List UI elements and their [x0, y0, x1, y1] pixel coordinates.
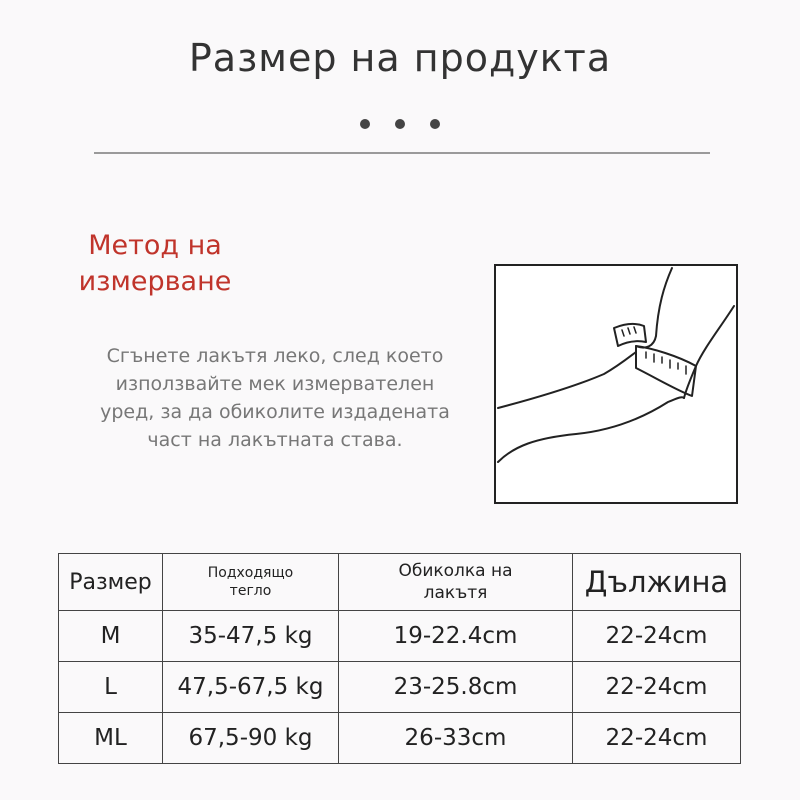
- description-line: уред, за да обиколите издадената: [100, 401, 450, 423]
- dot-icon: [395, 119, 405, 129]
- table-row: [59, 713, 741, 764]
- cell-weight: 35-47,5 kg: [163, 611, 339, 662]
- header-length: Дължина: [573, 554, 741, 611]
- cell-size: L: [59, 662, 163, 713]
- description-line: Сгънете лакътя леко, след което: [106, 345, 444, 367]
- elbow-measuring-tape-icon: [496, 266, 736, 502]
- header-circumference-line: лакътя: [423, 583, 488, 603]
- header-size: Размер: [59, 554, 163, 611]
- page-title: Размер на продукта: [188, 36, 612, 80]
- header-circumference: [339, 554, 573, 611]
- header-weight-line: Подходящо: [207, 565, 294, 581]
- cell-length: 22-24cm: [573, 713, 741, 764]
- method-description: [70, 342, 480, 454]
- header-circumference-line: Обиколка на: [398, 561, 513, 581]
- cell-weight: 67,5-90 kg: [163, 713, 339, 764]
- method-heading: [50, 228, 260, 300]
- cell-length: 22-24cm: [573, 662, 741, 713]
- cell-circumference: 26-33cm: [339, 713, 573, 764]
- dot-icon: [430, 119, 440, 129]
- cell-weight: 47,5-67,5 kg: [163, 662, 339, 713]
- dot-icon: [360, 119, 370, 129]
- method-heading-line: Метод на: [88, 230, 222, 261]
- cell-length: 22-24cm: [573, 611, 741, 662]
- cell-circumference: 23-25.8cm: [339, 662, 573, 713]
- table-header-row: [59, 554, 741, 611]
- header-weight-line: тегло: [229, 583, 272, 599]
- elbow-measuring-illustration: [494, 264, 738, 504]
- dots-separator: [360, 118, 440, 130]
- description-line: използвайте мек измервателен: [115, 373, 435, 395]
- cell-size: M: [59, 611, 163, 662]
- method-heading-line: измерване: [78, 266, 232, 297]
- table-row: [59, 662, 741, 713]
- description-line: част на лакътната става.: [147, 429, 403, 451]
- size-table: [58, 553, 741, 764]
- table-row: [59, 611, 741, 662]
- cell-circumference: 19-22.4cm: [339, 611, 573, 662]
- divider: [94, 152, 710, 154]
- cell-size: ML: [59, 713, 163, 764]
- header-weight: [163, 554, 339, 611]
